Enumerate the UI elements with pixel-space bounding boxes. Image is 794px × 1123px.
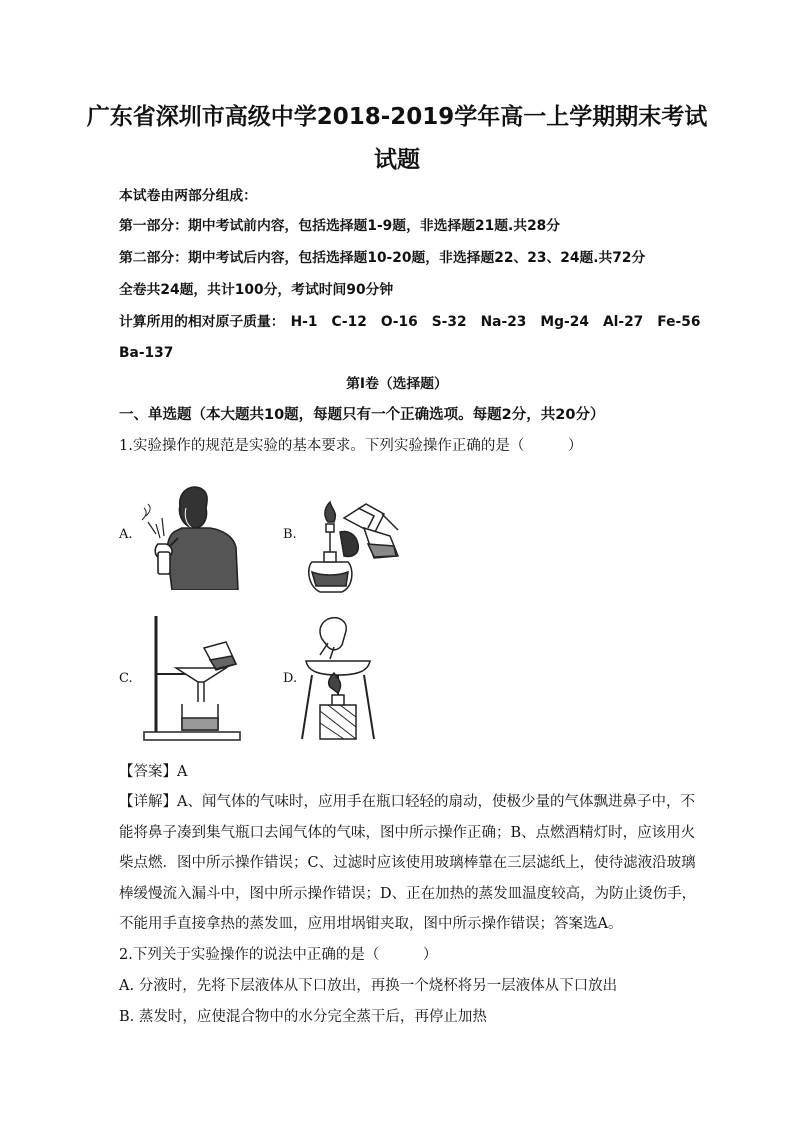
total-text: 全卷共24题，共计100分，考试时间90分钟: [119, 282, 394, 298]
q1-explain-line3: 柴点燃．图中所示操作错误；C、过滤时应该使用玻璃棒靠在三层滤纸上，使待滤液沿玻璃: [119, 855, 696, 871]
figure-a-smelling: [138, 478, 243, 590]
atom-na: Na-23: [480, 314, 527, 330]
atom-ba: Ba-137: [119, 345, 174, 361]
exam-title-line2: 试题: [374, 147, 420, 173]
figure-c-filtration: [140, 612, 260, 742]
section-title: 第I卷（选择题）: [346, 376, 448, 392]
atomic-masses: [119, 312, 714, 332]
atom-h: H-1: [290, 314, 318, 330]
part2-text: 第二部分：期中考试后内容，包括选择题10-20题，非选择题22、23、24题.共72分: [119, 250, 646, 266]
q1-option-c-label: C.: [119, 671, 133, 686]
q1-answer: 【答案】A: [119, 764, 188, 780]
section1-heading: 一、单选题（本大题共10题，每题只有一个正确选项。每题2分，共20分）: [119, 407, 605, 423]
q2-stem: 2.下列关于实验操作的说法中正确的是（ ）: [119, 947, 438, 963]
figure-b-alcohol-lamp: [298, 500, 413, 600]
exam-title-line1: 广东省深圳市高级中学2018-2019学年高一上学期期末考试: [86, 104, 708, 130]
q1-explain-line4: 棒缓慢流入漏斗中，图中所示操作错误；D、正在加热的蒸发皿温度较高，为防止烫伤手，: [119, 886, 697, 902]
q1-explain-line1: 【详解】A、闻气体的气味时，应用手在瓶口轻轻的扇动，使极少量的气体飘进鼻子中，不: [119, 794, 695, 810]
intro-text: 本试卷由两部分组成：: [119, 188, 257, 204]
q2-option-b: B. 蒸发时，应使混合物中的水分完全蒸干后，再停止加热: [119, 1009, 487, 1025]
atom-mg: Mg-24: [540, 314, 589, 330]
q1-option-a-label: A.: [119, 527, 133, 542]
atom-fe: Fe-56: [657, 314, 701, 330]
q1-option-b-label: B.: [283, 527, 297, 542]
q1-explain-line5: 不能用手直接拿热的蒸发皿，应用坩埚钳夹取，图中所示操作错误；答案选A。: [119, 916, 623, 932]
atoms-label: 计算所用的相对原子质量：: [119, 314, 285, 330]
atom-o: O-16: [380, 314, 418, 330]
atom-al: Al-27: [602, 314, 644, 330]
figure-d-evaporating-dish: [298, 615, 378, 745]
q1-explain-line2: 能将鼻子凑到集气瓶口去闻气体的气味，图中所示操作正确；B、点燃酒精灯时，应该用火: [119, 825, 696, 841]
q1-stem: 1.实验操作的规范是实验的基本要求。下列实验操作正确的是（ ）: [119, 438, 583, 454]
q1-option-d-label: D.: [283, 671, 298, 686]
atom-c: C-12: [331, 314, 367, 330]
part1-text: 第一部分：期中考试前内容，包括选择题1-9题，非选择题21题.共28分: [119, 218, 561, 234]
atom-s: S-32: [431, 314, 467, 330]
q2-option-a: A. 分液时，先将下层液体从下口放出，再换一个烧杯将另一层液体从下口放出: [119, 978, 618, 994]
